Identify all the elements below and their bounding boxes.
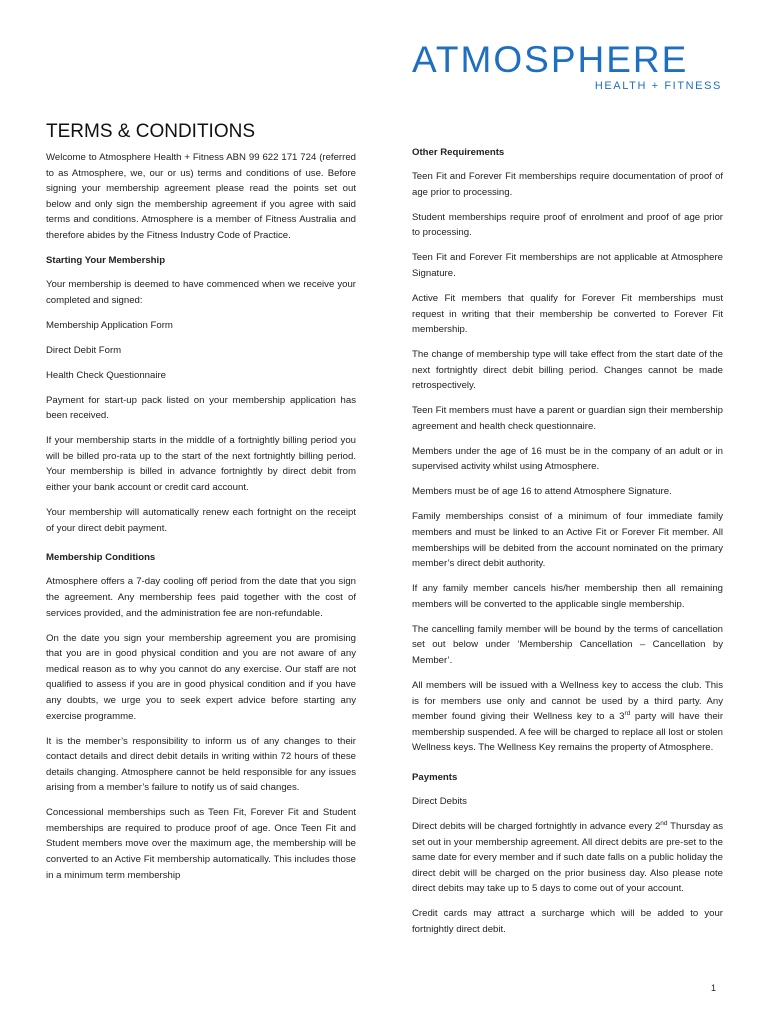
direct-debit-paragraph: [412, 819, 723, 897]
superscript: nd: [660, 819, 668, 827]
page-title: TERMS & CONDITIONS: [46, 121, 256, 142]
paragraph: Your membership is deemed to have commenced when we receive your completed and signed:: [46, 279, 356, 306]
paragraph: Teen Fit and Forever Fit memberships are not applicable at Atmosphere Signature.: [412, 252, 723, 279]
paragraph: Active Fit members that qualify for Forever Fit memberships must request in writing that their membership be converted to Forever Fit membership.: [412, 292, 723, 336]
paragraph: Teen Fit members must have a parent or guardian sign their membership agreement and health check questionnaire.: [412, 405, 723, 432]
paragraph: On the date you sign your membership agreement you are promising that you are in good physical condition and you are not aware of any medical reason as to why you cannot do any exercise. Our staff are not qualified to assess if you are in good physical condition and if you have any doubts, we urge you to seek expert advice before starting any exercise programme.: [46, 632, 356, 722]
paragraph: Members under the age of 16 must be in the company of an adult or in supervised activity whilst using Atmosphere.: [412, 445, 723, 473]
left-column: [46, 150, 356, 893]
paragraph: Health Check Questionnaire: [46, 369, 166, 381]
paragraph: Credit cards may attract a surcharge which will be added to your fortnightly direct debit.: [412, 908, 723, 936]
text-run: Thursday as set out in your membership agreement. All direct debits are pre-set to the same date for every member and if such date falls on a public holiday the direct debit will be charged on the prior business day. Also please note direct debits may take up to 5 days to come out of your account.: [412, 821, 724, 895]
paragraph: Membership Application Form: [46, 319, 173, 331]
paragraph: Members must be of age 16 to attend Atmosphere Signature.: [412, 486, 672, 498]
paragraph: Atmosphere offers a 7-day cooling off period from the date that you sign the agreement. Any membership fees paid together with the cost of services provided, and the administration fee are non-refundable.: [46, 576, 356, 619]
other-requirements-heading: Other Requirements: [412, 147, 505, 158]
paragraph: Teen Fit and Forever Fit memberships require documentation of proof of age prior to processing.: [412, 171, 723, 198]
superscript: rd: [624, 709, 631, 717]
paragraph: It is the member’s responsibility to inform us of any changes to their contact details and direct debit details in writing within 72 hours of these details changing. Atmosphere cannot be held responsible for any issues arising from a member’s failure to notify us of said changes.: [46, 735, 356, 794]
logo-tagline: HEALTH + FITNESS: [594, 80, 722, 92]
wellness-key-paragraph: [412, 678, 723, 756]
intro-paragraph: Welcome to Atmosphere Health + Fitness ABN 99 622 171 724 (referred to as Atmosphere, we, our or us) terms and conditions of use. Before signing your membership agreement please read the points set out below and only sign the membership agreement if you agree with said terms and conditions. Atmosphere is a member of Fitness Australia and therefore abides by the Fitness Industry Code of Practice.: [46, 152, 356, 241]
payments-heading: Payments: [412, 771, 458, 783]
page-number: 1: [711, 983, 717, 993]
starting-membership-heading: Starting Your Membership: [46, 254, 166, 266]
paragraph: Your membership will automatically renew each fortnight on the receipt of your direct debit payment.: [46, 507, 356, 534]
paragraph: Payment for start-up pack listed on your membership application has been received.: [46, 394, 356, 422]
logo-wordmark: ATMOSPHERE: [412, 39, 689, 80]
atmosphere-logo: [412, 38, 724, 94]
paragraph: Direct Debit Form: [46, 344, 122, 356]
text-run: All members will be issued with a Wellness key to access the club. This is for members use only and cannot be used by a third party. Any member found giving their Wellness key to a 3: [412, 679, 723, 723]
paragraph: Family memberships consist of a minimum of four immediate family members and must be linked to an Active Fit or Forever Fit member. All memberships will be debited from the account nominated on the primary member’s direct debit authority.: [412, 511, 723, 570]
paragraph: Direct Debits: [412, 796, 467, 808]
paragraph: The change of membership type will take effect from the start date of the next fortnightly direct debit billing period. Changes cannot be made retrospectively.: [412, 349, 723, 392]
right-column: [412, 145, 723, 947]
membership-conditions-heading: Membership Conditions: [46, 552, 156, 564]
paragraph: If any family member cancels his/her membership then all remaining members will be converted to the applicable single membership.: [412, 583, 723, 610]
text-run: Direct debits will be charged fortnightly in advance every 2: [412, 821, 661, 833]
paragraph: The cancelling family member will be bound by the terms of cancellation set out below under ‘Membership Cancellation – Cancellation by Member’.: [412, 623, 723, 666]
text-run: party will have their membership suspended. A fee will be charged to replace all lost or stolen Wellness keys. The Wellness Key remains the property of Atmosphere.: [412, 711, 724, 754]
paragraph: If your membership starts in the middle of a fortnightly billing period you will be billed pro-rata up to the start of the next fortnightly billing period. Your membership is billed in advance fortnightly by direct debit from either your bank account or credit card account.: [46, 435, 356, 494]
paragraph: Concessional memberships such as Teen Fit, Forever Fit and Student memberships are required to produce proof of age. Once Teen Fit and Student members move over the maximum age, the membership will be converted to an Active Fit membership automatically. This includes those in a minimum term membership: [46, 807, 356, 881]
paragraph: Student memberships require proof of enrolment and proof of age prior to processing.: [412, 211, 723, 239]
